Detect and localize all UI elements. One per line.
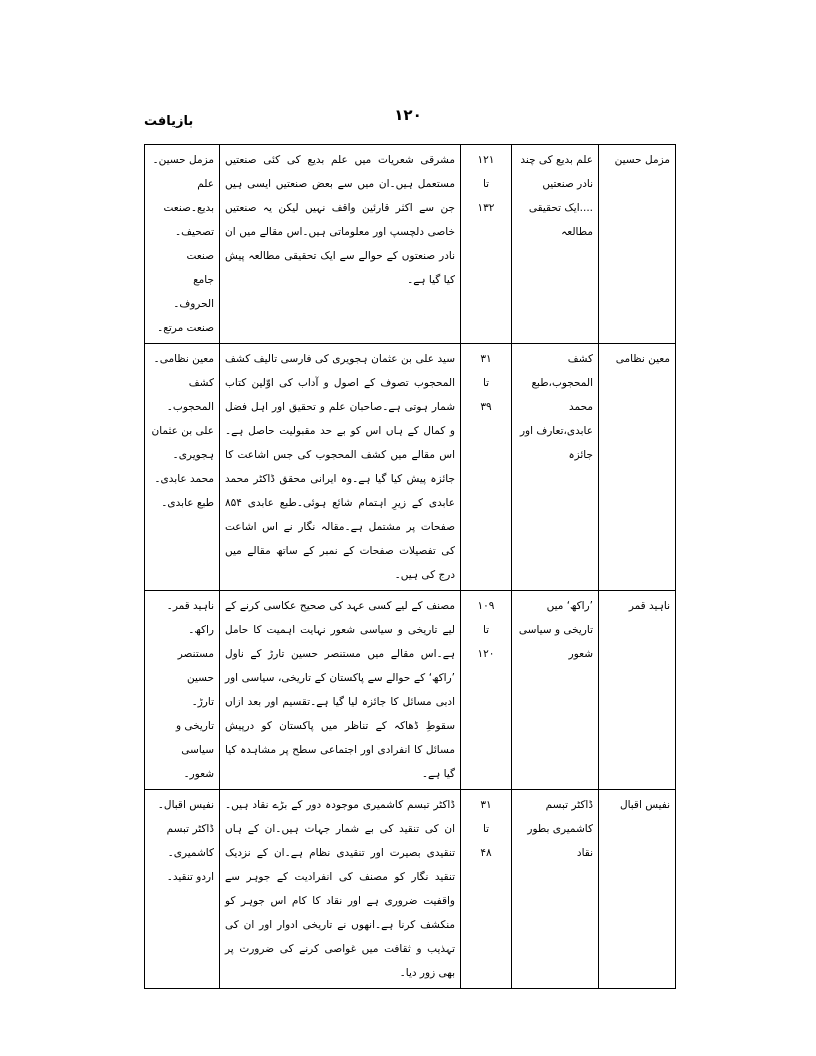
- page-start: ۱۰۹: [477, 600, 495, 612]
- title-cell: علم بدیع کی چند نادر صنعتیں ....ایک تحقیقی مطالعہ: [512, 145, 599, 344]
- page-end: ۴۸: [480, 847, 492, 859]
- page-end: ۱۳۲: [477, 202, 495, 214]
- pages-cell: [461, 790, 512, 989]
- keyword: مزمل حسین۔علم: [152, 154, 214, 190]
- keyword: معین نظامی۔: [153, 353, 214, 365]
- page-to: تا: [482, 178, 490, 190]
- article-index-table: [144, 144, 676, 989]
- keyword: علی بن عثمان: [151, 425, 214, 437]
- author-cell: ناہید قمر: [599, 591, 676, 790]
- keyword: نفیس اقبال۔: [157, 799, 214, 811]
- page-to: تا: [482, 377, 490, 389]
- keyword: شعور۔: [183, 768, 214, 780]
- keyword: ڈاکٹر تبسم کاشمیری۔: [166, 823, 214, 859]
- keyword: صنعت مرتع۔: [157, 322, 214, 334]
- table-row: [145, 591, 676, 790]
- keyword: محمد عابدی۔: [154, 473, 214, 485]
- keyword: بدیع۔صنعت: [163, 202, 214, 214]
- page-to: تا: [482, 823, 490, 835]
- pages-cell: [461, 344, 512, 591]
- author-cell: معین نظامی: [599, 344, 676, 591]
- keyword: طبع عابدی۔: [161, 497, 214, 509]
- summary-cell: سید علی بن عثمان ہجویری کی فارسی تالیف کشف المحجوب تصوف کے اصول و آداب کی اوّلین کتاب شمار ہوتی ہے۔صاحبان علم و تحقیق اور اہل فضل و کمال کے ہاں اس کو بے حد مقبولیت حاصل ہے۔اس مقالے میں کشف المحجوب کی جس اشاعت کا جائزہ پیش کیا گیا ہے۔وہ ایرانی محقق ڈاکٹر محمد عابدی کے زیرِ اہتمام شائع ہوئی۔طبع عابدی ۸۵۴ صفحات پر مشتمل ہے۔مقالہ نگار نے اس اشاعت کی تفصیلات صفحات کے نمبر کے ساتھ مقالے میں درج کی ہیں۔: [220, 344, 461, 591]
- title-cell: ’راکھ‘ میں تاریخی و سیاسی شعور: [512, 591, 599, 790]
- page-number: ۱۲۰: [394, 106, 422, 124]
- keywords-cell: [145, 145, 220, 344]
- running-title: بازیافت: [144, 114, 194, 129]
- table-row: [145, 145, 676, 344]
- table-row: [145, 790, 676, 989]
- summary-cell: ڈاکٹر تبسم کاشمیری موجودہ دور کے بڑے نقاد ہیں۔ان کی تنقید کی بے شمار جہات ہیں۔ان کے ہاں تنقیدی بصیرت اور تنقیدی نظام ہے۔ان کے نزدیک تنقید نگار کو مصنف کی انفرادیت کے جوہر سے واقفیت ضروری ہے اور نقاد کا کام اس جوہر کو منکشف کرنا ہے۔انھوں نے تاریخی ادوار اور ان کی تہذیب و ثقافت میں غواصی کرنے کی ضرورت پر بھی زور دیا۔: [220, 790, 461, 989]
- page-start: ۳۱: [480, 353, 492, 365]
- page-end: ۱۲۰: [477, 648, 495, 660]
- keyword: جامع الحروف۔: [173, 274, 214, 310]
- keyword: تاریخی و سیاسی: [175, 720, 214, 756]
- keyword: تارڑ۔: [191, 696, 214, 708]
- page-end: ۳۹: [480, 401, 492, 413]
- pages-cell: [461, 145, 512, 344]
- keywords-cell: [145, 344, 220, 591]
- summary-cell: مصنف کے لیے کسی عہد کی صحیح عکاسی کرنے کے لیے تاریخی و سیاسی شعور نہایت اہمیت کا حامل ہے۔اس مقالے میں مستنصر حسین تارڑ کے ناول ’راکھ‘ کے حوالے سے پاکستان کے تاریخی، سیاسی اور ادبی مسائل کا جائزہ لیا گیا ہے۔تقسیم اور بعد ازاں سقوطِ ڈھاکہ کے تناظر میں پاکستان کو درپیش مسائل کا انفرادی اور اجتماعی سطح پر مشاہدہ کیا گیا ہے۔: [220, 591, 461, 790]
- keyword: مستنصر حسین: [177, 648, 214, 684]
- keyword: تصحیف۔صنعت: [175, 226, 214, 262]
- pages-cell: [461, 591, 512, 790]
- title-cell: کشف المحجوب،طبع محمد عابدی،تعارف اور جائزہ: [512, 344, 599, 591]
- keyword: اردو تنقید۔: [166, 871, 214, 883]
- author-cell: مزمل حسین: [599, 145, 676, 344]
- author-cell: نفیس اقبال: [599, 790, 676, 989]
- page-to: تا: [482, 624, 490, 636]
- table-row: [145, 344, 676, 591]
- summary-cell: مشرقی شعریات میں علم بدیع کی کئی صنعتیں مستعمل ہیں۔ان میں سے بعض صنعتیں ایسی ہیں جن سے اکثر قارئین واقف نہیں لیکن یہ صنعتیں خاصی دلچسپ اور معلوماتی ہیں۔اس مقالے میں ان نادر صنعتوں کے حوالے سے ایک تحقیقی مطالعہ پیش کیا گیا ہے۔: [220, 145, 461, 344]
- page-start: ۳۱: [480, 799, 492, 811]
- page-start: ۱۲۱: [477, 154, 495, 166]
- keyword: ناہید قمر۔راکھ۔: [166, 600, 214, 636]
- keywords-cell: [145, 591, 220, 790]
- keyword: کشف المحجوب۔: [166, 377, 214, 413]
- keyword: ہجویری۔: [172, 449, 214, 461]
- title-cell: ڈاکٹر تبسم کاشمیری بطور نقاد: [512, 790, 599, 989]
- keywords-cell: [145, 790, 220, 989]
